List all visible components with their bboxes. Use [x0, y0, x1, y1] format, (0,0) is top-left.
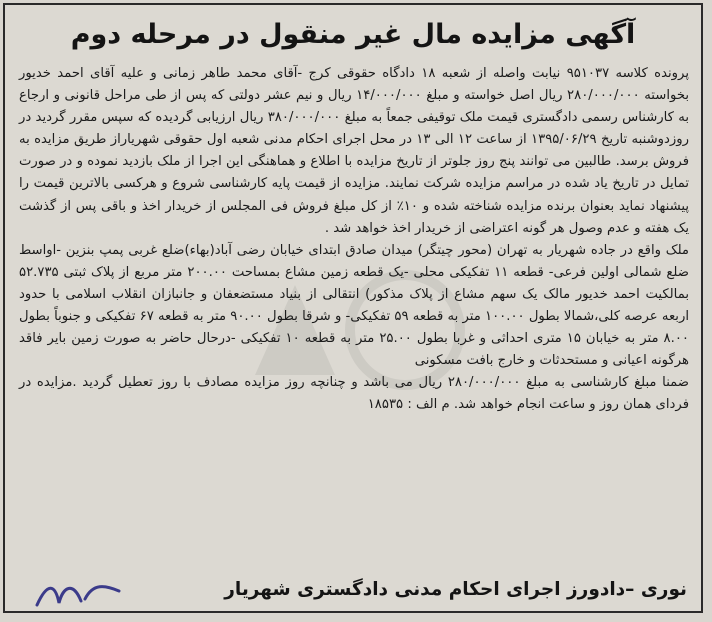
- notice-terms-text: ضمنا مبلغ کارشناسی به مبلغ ۲۸۰/۰۰۰/۰۰۰ ریال می باشد و چنانچه روز مزایده مصادف با روز تعطیل گردید .مزایده در فردای همان روز و ساعت انجام خواهد شد.: [19, 375, 689, 413]
- notice-frame: [3, 3, 703, 613]
- notice-reference-number: م الف : ۱۸۵۳۵: [367, 397, 450, 413]
- notice-paragraph-property: ملک واقع در جاده شهریار به تهران (محور چیتگر) میدان صادق ابتدای خیابان رضی آباد(بهاء)ضلع غربی پمپ بنزین -اواسط ضلع شمالی اولین فرعی- قطعه ۱۱ تفکیکی محلی -یک قطعه زمین مشاع بمساحت ۲۰۰.۰۰ متر مربع از پلاک ثبتی ۵۲.۷۳۵ بمالکیت احمد خدیور مالک یک سهم مشاع از پلاک مذکور) انتقالی از بنیاد مستضعفان و جانبازان انقلاب اسلامی با حدود اربعه عرصه کلی،شمالا بطول ۱۰۰.۰۰ متر به قطعه ۵۹ تفکیکی- و شرقا بطول ۹۰.۰۰ متر به قطعه ۶۷ تفکیکی و جنوباً بطول ۸.۰۰ متر به خیابان ۱۵ متری احداثی و غربا بطول ۲۵.۰۰ متر به قطعه ۱۰ تفکیکی -درحال حاضر به صورت زمین بایر فاقد هرگونه اعیانی و مستحدثات و خارج بافت مسکونی: [19, 242, 690, 369]
- notice-body: [19, 63, 689, 417]
- notice-paragraph-case: پرونده کلاسه ۹۵۱۰۳۷ نیابت واصله از شعبه ۱۸ دادگاه حقوقی کرج -آقای محمد طاهر زمانی و علیه آقای احمد خدیور بخواسته ۲۸۰/۰۰۰/۰۰۰ ریال اصل خواسته و مبلغ ۱۴/۰۰۰/۰۰۰ ریال و نیم عشر دولتی که پس از طی مراحل قانونی و ارجاع به کارشناس رسمی دادگستری قیمت ملک توقیفی جمعاً به مبلغ ۳۸۰/۰۰۰/۰۰۰ ریال ارزیابی گردیده که سپس مقرر گردید در روزدوشنبه تاریخ ۱۳۹۵/۰۶/۲۹ از ساعت ۱۲ الی ۱۳ در محل اجرای احکام مدنی شعبه اول حقوقی شهریاراز طریق مزایده به فروش برسد. طالبین می توانند پنج روز جلوتر از تاریخ مزایده با اطلاع و هماهنگی این اجرا از ملک بازدید نموده و در صورت تمایل در تاریخ یاد شده در مراسم مزایده شرکت نمایند. مزایده از قیمت پایه کارشناسی شروع و هرکسی بالاترین قیمت را پیشنهاد نماید بعنوان برنده مزایده شناخته شده و ۱۰٪ از کل مبلغ فروش فی المجلس از خریدار اخذ و باقی پس از گذشت یک هفته و عدم وصول هر گونه اعتراضی از خریدار اخذ خواهد شد .: [19, 66, 689, 236]
- notice-paragraph-terms: [19, 372, 689, 416]
- handwritten-mark-icon: [33, 577, 123, 613]
- notice-signature: نوری –دادورز اجرای احکام مدنی دادگستری شهریار: [224, 579, 687, 600]
- notice-title: آگهی مزایده مال غیر منقول در مرحله دوم: [70, 19, 636, 50]
